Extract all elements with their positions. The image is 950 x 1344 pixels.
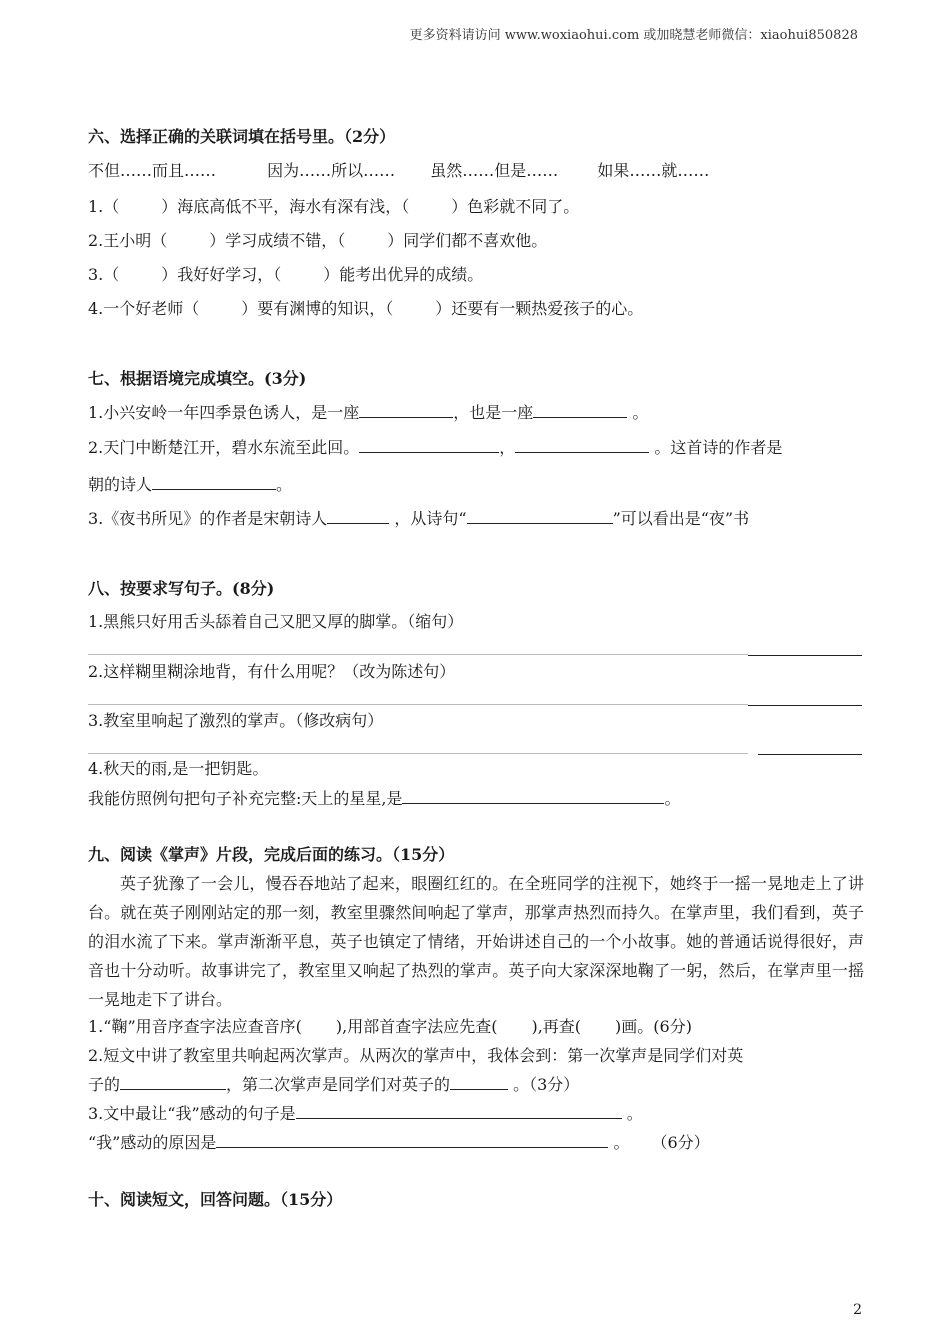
section-9-heading: 九、阅读《掌声》片段，完成后面的练习。（15分） xyxy=(88,845,455,864)
s9-question-2-cont: 子的 ，第二次掌声是同学们对英子的 。（3分） xyxy=(88,1075,580,1094)
section-8-heading: 八、按要求写句子。(8分) xyxy=(88,579,275,598)
page-number: 2 xyxy=(853,1302,862,1318)
answer-blank[interactable] xyxy=(152,474,276,490)
s8-question-2: 2.这样糊里糊涂地背，有什么用呢？（改为陈述句） xyxy=(88,662,456,681)
answer-blank[interactable] xyxy=(467,508,613,524)
s9-question-3-cont: “我”感动的原因是 。 （6分） xyxy=(88,1133,710,1152)
answer-line[interactable] xyxy=(88,753,748,754)
answer-blank[interactable] xyxy=(296,1103,622,1119)
s7-question-2-cont: 朝的诗人 。 xyxy=(88,475,293,494)
section-10-heading: 十、阅读短文，回答问题。（15分） xyxy=(88,1190,343,1209)
s7-question-1: 1.小兴安岭一年四季景色诱人，是一座 ，也是一座 。 xyxy=(88,403,649,422)
s6-question-3: 3.（ ）我好好学习，（ ）能考出优异的成绩。 xyxy=(88,265,484,284)
s7-question-2: 2.天门中断楚江开，碧水东流至此回。 ， 。这首诗的作者是 xyxy=(88,438,783,457)
answer-line[interactable] xyxy=(758,754,862,755)
option-1: 不但……而且…… xyxy=(88,161,217,180)
s7-question-3: 3.《夜书所见》的作者是宋朝诗人 ，从诗句“ ”可以看出是“夜”书 xyxy=(88,509,750,528)
s8-question-4-cont: 我能仿照例句把句子补充完整:天上的星星,是 。 xyxy=(88,789,681,808)
s6-question-4: 4.一个好老师（ ）要有渊博的知识，（ ）还要有一颗热爱孩子的心。 xyxy=(88,299,644,318)
option-3: 虽然……但是…… xyxy=(430,161,559,180)
answer-blank[interactable] xyxy=(359,437,499,453)
s8-question-3: 3.教室里响起了激烈的掌声。（修改病句） xyxy=(88,711,384,730)
section-7-heading: 七、根据语境完成填空。(3分) xyxy=(88,369,307,388)
s8-question-4: 4.秋天的雨,是一把钥匙。 xyxy=(88,759,269,778)
option-2: 因为……所以…… xyxy=(267,161,396,180)
answer-blank[interactable] xyxy=(533,402,627,418)
s8-question-1: 1.黑熊只好用舌头舔着自己又肥又厚的脚掌。（缩句） xyxy=(88,612,464,631)
s9-question-2: 2.短文中讲了教室里共响起两次掌声。从两次的掌声中，我体会到：第一次掌声是同学们对英 xyxy=(88,1046,744,1065)
answer-blank[interactable] xyxy=(216,1132,608,1148)
answer-line[interactable] xyxy=(748,705,862,706)
s6-question-2: 2.王小明（ ）学习成绩不错，（ ）同学们都不喜欢他。 xyxy=(88,231,548,250)
s9-question-3: 3.文中最让“我”感动的句子是 。 xyxy=(88,1104,643,1123)
option-4: 如果……就…… xyxy=(597,161,710,180)
answer-blank[interactable] xyxy=(402,788,664,804)
s6-question-1: 1.（ ）海底高低不平，海水有深有浅，（ ）色彩就不同了。 xyxy=(88,197,580,216)
page-header: 更多资料请访问 www.woxiaohui.com 或加晓慧老师微信：xiaohui850828 xyxy=(409,28,858,43)
answer-blank[interactable] xyxy=(359,402,453,418)
reading-passage: 英子犹豫了一会儿，慢吞吞地站了起来，眼圈红红的。在全班同学的注视下，她终于一摇一晃地走上了讲台。就在英子刚刚站定的那一刻，教室里骤然间响起了掌声，那掌声热烈而持久。在掌声里，我们看到，英子的泪水流了下来。掌声渐渐平息，英子也镇定了情绪，开始讲述自己的一个小故事。她的普通话说得很好，声音也十分动听。故事讲完了，教室里又响起了热烈的掌声。英子向大家深深地鞠了一躬，然后，在掌声里一摇一晃地走下了讲台。 xyxy=(88,874,864,1009)
conjunction-options xyxy=(88,160,709,182)
answer-line[interactable] xyxy=(88,704,748,705)
s9-question-1: 1.“鞠”用音序查字法应查音序( ),用部首查字法应先查( ),再查( )画。(6分) xyxy=(88,1017,692,1036)
answer-line[interactable] xyxy=(88,654,748,655)
answer-line[interactable] xyxy=(748,655,862,656)
section-6-heading: 六、选择正确的关联词填在括号里。（2分） xyxy=(88,127,396,146)
answer-blank[interactable] xyxy=(450,1074,508,1090)
answer-blank[interactable] xyxy=(120,1074,226,1090)
answer-blank[interactable] xyxy=(327,508,389,524)
answer-blank[interactable] xyxy=(515,437,649,453)
